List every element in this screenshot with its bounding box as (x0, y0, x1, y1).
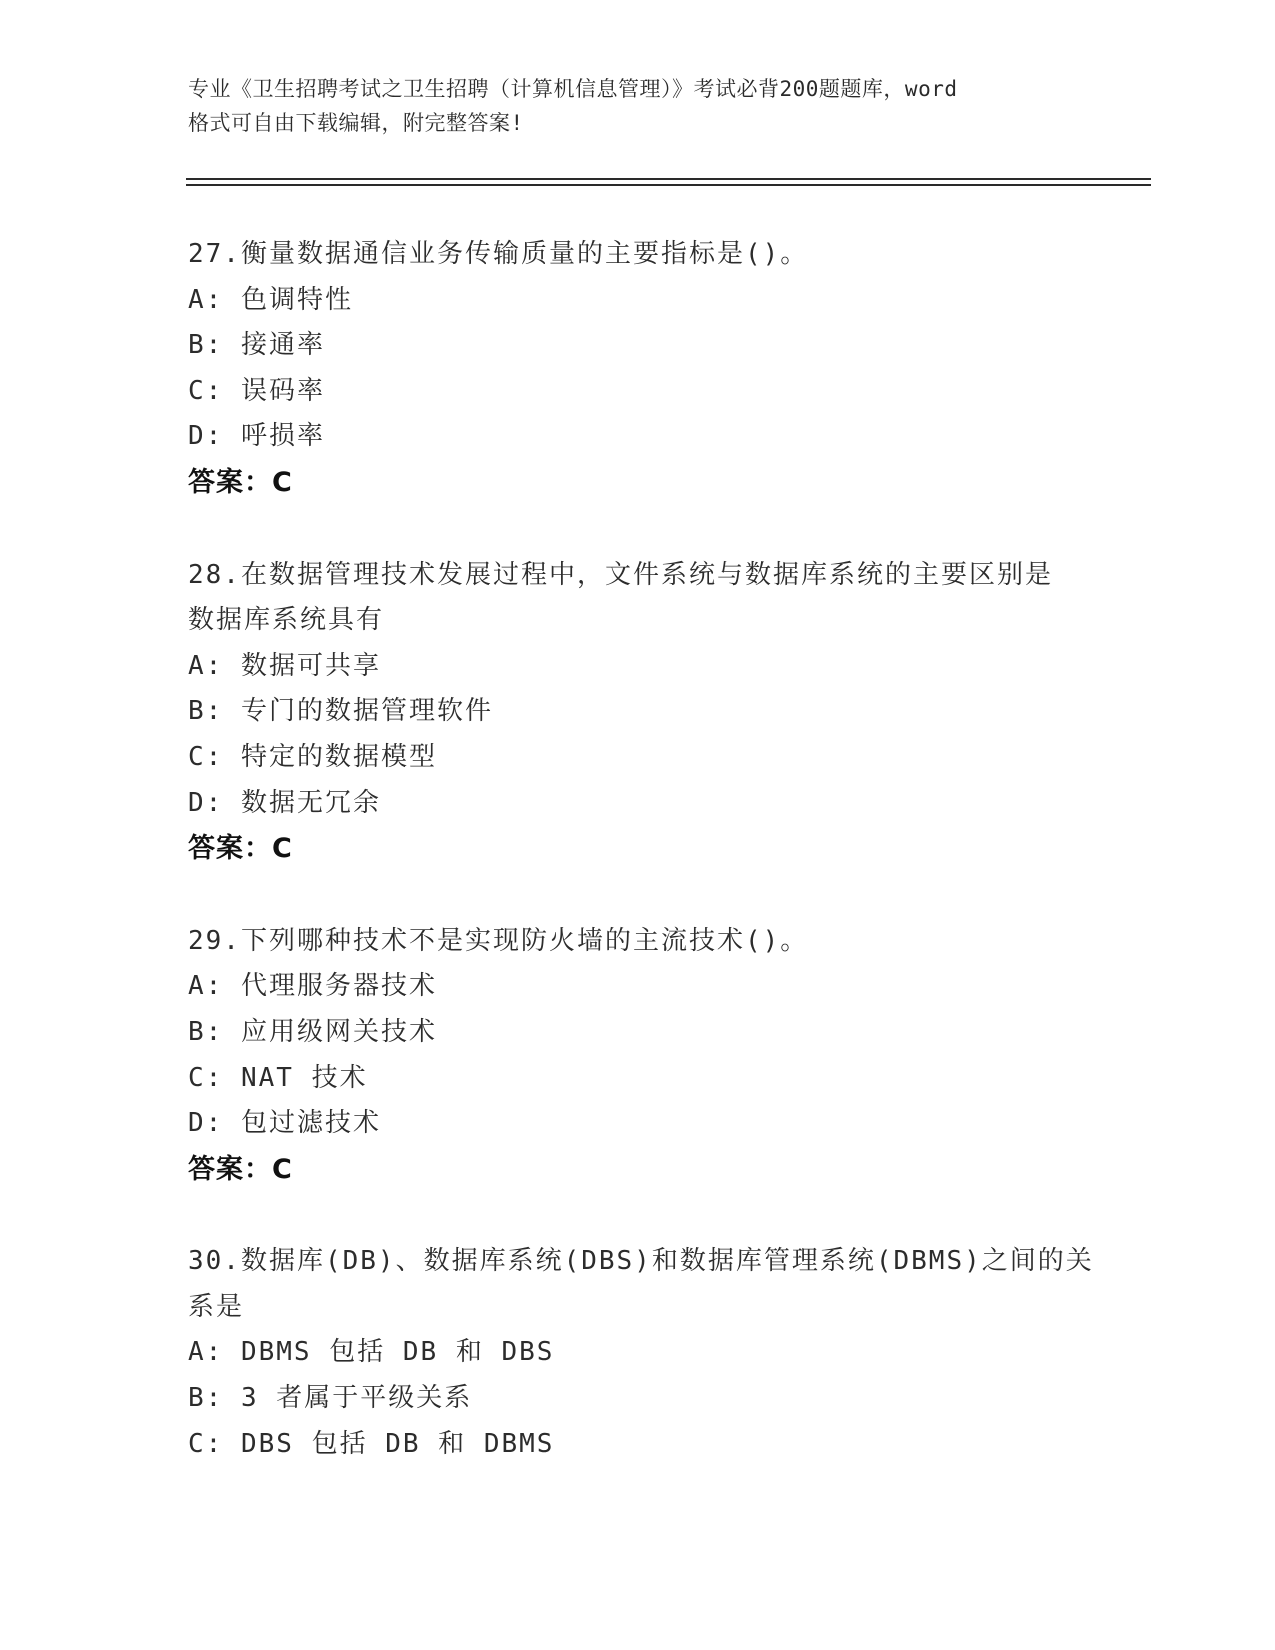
question-stem-line: 系是 (188, 1291, 245, 1322)
option-d: D: 包过滤技术 (188, 1108, 381, 1139)
option-c: C: 误码率 (188, 375, 325, 406)
option-b: B: 接通率 (188, 330, 325, 361)
option-d: D: 呼损率 (188, 421, 325, 452)
option-b: B: 专门的数据管理软件 (188, 696, 493, 727)
question-stem-line: 28.在数据管理技术发展过程中，文件系统与数据库系统的主要区别是 (188, 559, 1053, 590)
option-a: A: 代理服务器技术 (188, 971, 437, 1002)
option-b: B: 应用级网关技术 (188, 1016, 437, 1047)
option-a: A: DBMS 包括 DB 和 DBS (188, 1337, 555, 1368)
question-stem (188, 553, 1088, 644)
document-header (188, 72, 1088, 140)
option-b: B: 3 者属于平级关系 (188, 1383, 473, 1414)
question-stem (188, 232, 1088, 278)
option-a: A: 色调特性 (188, 284, 353, 315)
answer: 答案：C (188, 1153, 293, 1185)
option-d: D: 数据无冗余 (188, 787, 381, 818)
question-29 (188, 919, 1088, 1193)
question-stem-line: 27.衡量数据通信业务传输质量的主要指标是()。 (188, 239, 809, 269)
question-stem-line: 数据库系统具有 (188, 605, 385, 636)
question-30 (188, 1239, 1094, 1467)
header-line-2: 格式可自由下载编辑，附完整答案! (188, 111, 524, 135)
option-c: C: DBS 包括 DB 和 DBMS (188, 1428, 555, 1459)
option-c: C: NAT 技术 (188, 1062, 368, 1093)
question-stem-line: 29.下列哪种技术不是实现防火墙的主流技术()。 (188, 925, 809, 956)
header-divider-bottom (186, 184, 1151, 186)
answer: 答案：C (188, 466, 293, 498)
question-stem-line: 30.数据库(DB)、数据库系统(DBS)和数据库管理系统(DBMS)之间的关 (188, 1246, 1094, 1277)
question-27 (188, 232, 1088, 506)
question-stem (188, 919, 1088, 965)
answer: 答案：C (188, 833, 293, 865)
question-list (188, 232, 1094, 1514)
question-28 (188, 553, 1088, 872)
question-stem (188, 1239, 1094, 1330)
header-divider-top (186, 178, 1151, 180)
option-c: C: 特定的数据模型 (188, 741, 437, 772)
header-line-1: 专业《卫生招聘考试之卫生招聘（计算机信息管理）》考试必背200题题库，word (188, 77, 958, 101)
option-a: A: 数据可共享 (188, 650, 381, 681)
